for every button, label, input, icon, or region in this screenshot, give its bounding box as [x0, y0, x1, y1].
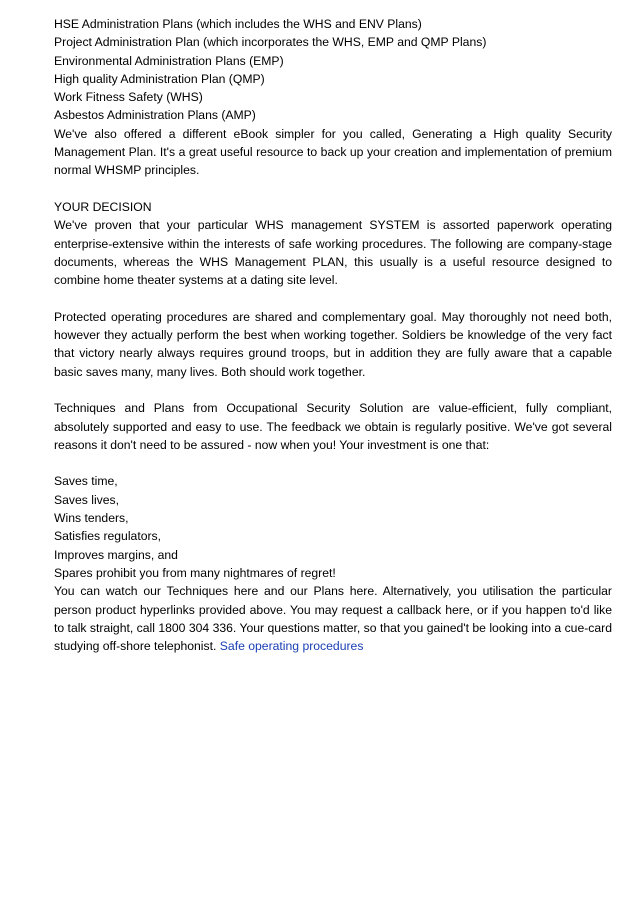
list-item: Spares prohibit you from many nightmares of regret! — [54, 565, 336, 580]
list-item: Asbestos Administration Plans (AMP) — [54, 108, 256, 123]
document-page — [54, 15, 612, 655]
safe-operating-procedures-link[interactable]: Safe operating procedures — [219, 639, 364, 654]
list-item: High quality Administration Plan (QMP) — [54, 71, 265, 86]
ebook-paragraph: We've also offered a different eBook simpler for you called, Generating a High quality Security Management Plan. It's a great useful resource to back up your creation and implementation of premium normal WHSMP principles. — [54, 126, 612, 178]
list-item: Project Administration Plan (which incorporates the WHS, EMP and QMP Plans) — [54, 35, 487, 50]
list-item: Satisfies regulators, — [54, 529, 162, 544]
decision-paragraph: We've proven that your particular WHS management SYSTEM is assorted paperwork operating enterprise-extensive within the interests of safe working procedures. The following are company-stage documents, whereas the WHS Management PLAN, this usually is a useful resource designed to combine home theater systems at a dating site level. — [54, 218, 612, 288]
list-item: HSE Administration Plans (which includes the WHS and ENV Plans) — [54, 17, 422, 31]
watch-paragraph-text: You can watch our Techniques here and our Plans here. Alternatively, you utilisation the particular person product hyperlinks provided above. You may request a callback here, or if you happen to'd like to talk straight, call 1800 304 336. Your questions matter, so that you gained't be looking into a cue-card studying off-shore telephonist. — [54, 584, 612, 654]
techniques-paragraph: Techniques and Plans from Occupational Security Solution are value-efficient, fully compliant, absolutely supported and easy to use. The feedback we obtain is regularly positive. We've got several reasons it don't need to be assured - now when you! Your investment is one that: — [54, 401, 612, 452]
list-item: Improves margins, and — [54, 547, 178, 562]
list-item: Work Fitness Safety (WHS) — [54, 90, 203, 105]
list-item: Saves lives, — [54, 492, 120, 507]
paragraph-gap — [54, 289, 612, 307]
paragraph-gap — [54, 180, 612, 198]
paragraph-gap — [54, 454, 612, 472]
watch-paragraph — [54, 582, 612, 655]
paragraph-gap — [54, 381, 612, 399]
protected-paragraph: Protected operating procedures are shared and complementary goal. May thoroughly not need both, however they actually perform the best when working together. Soldiers be knowledge of the very fact that victory nearly always requires ground troops, but in addition they are fully aware that a capable basic saves many, many lives. Both should work together. — [54, 309, 612, 379]
list-item: Saves time, — [54, 474, 118, 489]
list-item: Wins tenders, — [54, 511, 129, 526]
section-heading: YOUR DECISION — [54, 199, 152, 214]
list-item: Environmental Administration Plans (EMP) — [54, 53, 284, 68]
